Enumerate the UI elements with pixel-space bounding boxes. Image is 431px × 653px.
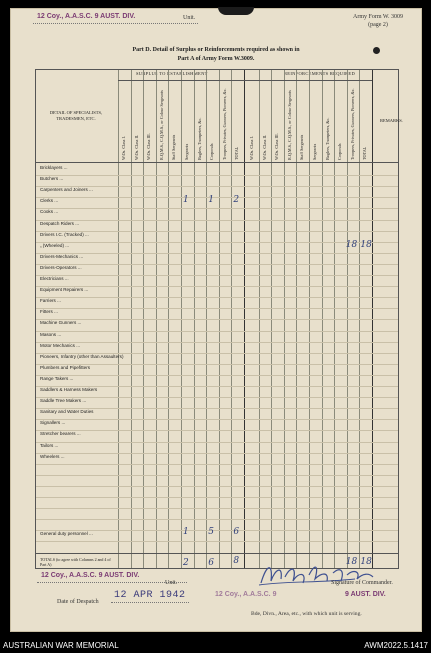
totals-reinf-privates-entry: 18: [345, 557, 358, 567]
footer-unit-stamp: 12 Coy., A.A.S.C. 9 AUST. DIV.: [41, 572, 140, 579]
reinf-column-header: W.Os. Class II.: [261, 134, 267, 160]
row-rule: [36, 286, 398, 287]
row-label: Sanitary and Water Duties: [40, 409, 94, 415]
row-rule: [36, 175, 398, 176]
row-rule: [36, 208, 398, 209]
reinf-column-header: Buglers, Trumpeters, &c.: [324, 117, 330, 160]
row-label: Electricians ...: [40, 276, 69, 281]
totals-reinf-total-entry: 18: [360, 557, 372, 567]
row-rule: [36, 264, 398, 265]
reinf-column-header: Sergeants: [311, 143, 317, 160]
despatch-line: [111, 602, 189, 603]
row-label: Carpenters and Joiners ...: [40, 187, 93, 193]
despatch-date-stamp: 12 APR 1942: [114, 590, 186, 601]
row-rule: [36, 231, 398, 232]
row-label: Clerks ...: [40, 198, 59, 204]
surplus-column-header: Buglers, Trumpeters, &c.: [196, 117, 202, 160]
row-label: Stretcher bearers ...: [40, 431, 81, 437]
drivers-wheeled-privates-entry: 18: [345, 239, 358, 250]
row-rule: [36, 331, 398, 332]
totals-sergeants-entry: 2: [183, 558, 189, 568]
row-rule: [36, 242, 398, 243]
signature-label: Signature of Commander.: [331, 580, 393, 586]
row-rule: [36, 220, 398, 221]
row-label: Saddle Tree Makers ...: [40, 398, 87, 404]
row-label: „ (Wheeled) ...: [40, 242, 70, 248]
row-rule: [36, 197, 398, 198]
row-label: Drivers-Operators ...: [40, 264, 82, 270]
left-column-header: DETAIL OF SPECIALISTS, TRADESMEN, ETC.: [49, 110, 103, 121]
row-label: Fitters ...: [40, 309, 58, 315]
reinf-column-header: Staff Sergeants: [299, 134, 305, 160]
reinforcements-header: REINFORCEMENTS REQUIRED: [284, 71, 356, 76]
row-label: Motor Mechanics ...: [40, 342, 81, 348]
surplus-column-header: R.Q.M.S., C.Q.M.S., or Colour Sergeants: [158, 90, 164, 160]
row-label: Farriers ...: [40, 298, 61, 304]
row-label: Wheelers ...: [40, 453, 65, 459]
row-rule: [36, 308, 398, 309]
row-rule: [36, 508, 398, 509]
row-rule: [36, 541, 398, 542]
surplus-column-header: Troopers, Privates, Gunners, Pioneers, &c.: [221, 88, 227, 160]
form-subtitle: Part A of Army Form W.3009.: [177, 56, 255, 62]
reinf-column-header: R.Q.M.S., C.Q.M.S., or Colour Sergeants: [286, 90, 292, 160]
row-rule: [36, 419, 398, 420]
totals-total-entry: 8: [233, 556, 240, 566]
row-rule: [36, 442, 398, 443]
row-label: Signallers ...: [40, 420, 66, 426]
gd-corporals-entry: 5: [208, 527, 214, 538]
row-label: Machine Gunners ...: [40, 320, 82, 326]
row-label: Masons ...: [40, 331, 62, 337]
row-rule: [36, 519, 398, 520]
row-label: Bricklayers ...: [40, 165, 68, 170]
unit-line: [33, 23, 198, 24]
row-rule: [36, 497, 398, 498]
row-rule: [36, 397, 398, 398]
surplus-column-header: W.Os. Class II.: [133, 134, 139, 160]
footer-unit-label: Unit.: [165, 580, 178, 586]
surplus-column-header: TOTAL: [234, 146, 240, 160]
header-bottom-rule: [36, 162, 398, 163]
totals-rule: [36, 553, 398, 554]
clerks-total-entry: 2: [233, 195, 240, 206]
surplus-header: SURPLUS TO ESTABLISHMENT: [136, 71, 208, 76]
row-label: Tailors ...: [40, 442, 59, 448]
bde-label: Bde, Divn., Area, etc., with which unit is serving.: [251, 611, 362, 617]
army-form-number: Army Form W. 3009: [352, 14, 403, 20]
row-label: Despatch Riders ...: [40, 220, 80, 226]
unit-label: Unit.: [183, 15, 196, 21]
row-label: Saddlers & Harness Makers: [40, 387, 98, 392]
archive-caption: [0, 638, 431, 653]
reinf-column-header: W.Os. Class III.: [273, 133, 279, 160]
row-rule: [36, 464, 398, 465]
despatch-label: Date of Despatch: [57, 599, 99, 605]
remarks-header: REMARKS.: [380, 118, 403, 123]
ink-blot: [218, 7, 254, 15]
row-rule: [36, 319, 398, 320]
row-rule: [36, 375, 398, 376]
clerks-sergeants-entry: 1: [183, 195, 189, 206]
gd-sergeants-entry: 1: [183, 527, 189, 538]
row-rule: [36, 364, 398, 365]
row-rule: [36, 475, 398, 476]
row-rule: [36, 253, 398, 254]
reinf-column-header: W.Os. Class I.: [248, 136, 254, 160]
drivers-wheeled-total-entry: 18: [360, 239, 372, 250]
row-label: Drivers I.C. (Tracked) ...: [40, 231, 89, 237]
row-label: Butchers ...: [40, 176, 64, 182]
row-rule: [36, 430, 398, 431]
row-label: Cooks ...: [40, 209, 59, 215]
army-form-ref: [353, 13, 403, 29]
faded-unit-stamp: 12 Coy., A.A.S.C. 9: [215, 591, 277, 598]
unit-stamp: 12 Coy., A.A.S.C. 9 AUST. DIV.: [37, 13, 136, 20]
totals-corporals-entry: 6: [208, 558, 214, 568]
row-rule: [36, 453, 398, 454]
surplus-column-header: Corporals: [208, 143, 214, 160]
group-header-rule: [118, 80, 372, 81]
division-stamp: 9 AUST. DIV.: [345, 591, 386, 598]
caption-left: AUSTRALIAN WAR MEMORIAL: [3, 641, 119, 650]
row-label: Range Takers ...: [40, 375, 74, 381]
row-label: Equipment Repairers ...: [40, 287, 89, 293]
specialists-table: [35, 69, 403, 569]
surplus-column-header: Sergeants: [183, 143, 189, 160]
caption-right: AWM2022.5.1417: [364, 641, 428, 650]
page-number: (page 2): [368, 22, 388, 28]
surplus-column-header: W.Os. Class I.: [120, 136, 126, 160]
row-label: General duty personnel ...: [40, 531, 93, 537]
reinf-column-header: TOTAL: [362, 146, 368, 160]
row-label: Plumbers and Pipefitters: [40, 364, 91, 370]
row-label: Pioneers, Infantry (other than Assaulters): [40, 353, 124, 359]
row-rule: [36, 275, 398, 276]
row-label: Drivers-Mechanics ...: [40, 253, 84, 259]
row-rule: [36, 486, 398, 487]
row-rule: [36, 297, 398, 298]
form-sheet: [10, 8, 422, 632]
form-title: Part D. Detail of Surplus or Reinforcements required as shown in: [132, 47, 300, 53]
totals-label: TOTALS (to agree with Columns 2 and 4 of Part A): [40, 557, 111, 567]
reinf-column-header: Troopers, Privates, Gunners, Pioneers, &c.: [349, 88, 355, 160]
surplus-column-header: Staff Sergeants: [171, 134, 177, 160]
reinf-column-header: Corporals: [336, 143, 342, 160]
gd-total-entry: 6: [233, 527, 240, 538]
clerks-privates-entry: 1: [208, 195, 214, 206]
surplus-column-header: W.Os. Class III.: [145, 133, 151, 160]
row-rule: [36, 342, 398, 343]
